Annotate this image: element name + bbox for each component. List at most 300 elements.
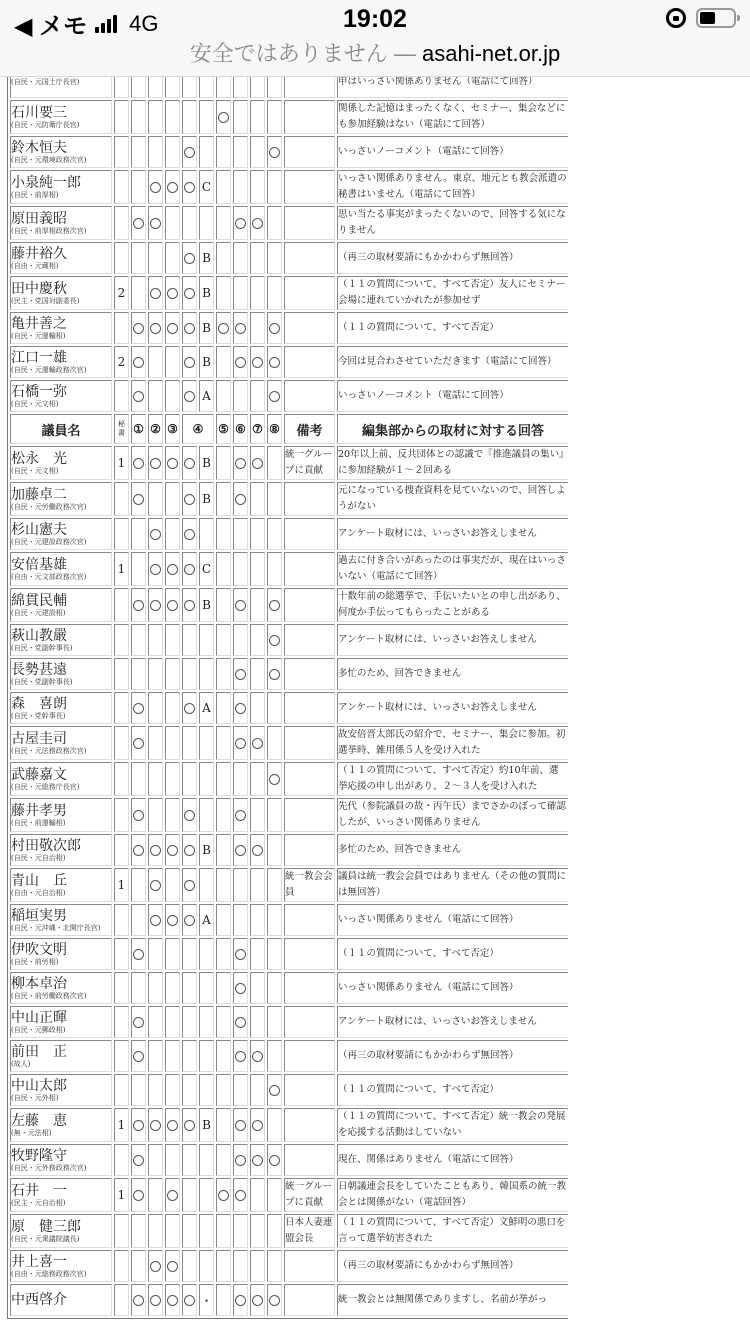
q4-grade-cell: [199, 380, 214, 412]
status-right: [666, 8, 736, 28]
q1-cell: [131, 518, 146, 550]
answer-cell: いっさい関係ありません。東京、地元とも教会派遣の秘書はいません（電話にて回答）: [337, 170, 569, 204]
q1-cell: [131, 868, 146, 902]
q5-cell: [216, 1178, 231, 1212]
member-name: 原 健三郎: [11, 1218, 81, 1235]
circle-mark-icon: [167, 1120, 178, 1131]
member-name: 村田敬次郎: [11, 837, 81, 854]
member-name: 中山正暉: [11, 1009, 67, 1026]
q7-cell: [250, 482, 265, 516]
q3-cell: [165, 834, 180, 866]
q1-cell: [131, 482, 146, 516]
q4-cell: [182, 1250, 197, 1282]
circle-mark-icon: [235, 218, 246, 229]
member-name: 杉山憲夫: [11, 521, 67, 538]
q8-cell: [267, 170, 282, 204]
q1-cell: [131, 380, 146, 412]
grade-letter: ・: [200, 1293, 213, 1308]
remarks-cell: 統一教会会員: [284, 868, 335, 902]
q3-cell: [165, 1144, 180, 1176]
circle-mark-icon: [133, 738, 144, 749]
q4-cell: [182, 206, 197, 240]
q2-cell: [148, 1144, 163, 1176]
q2-cell: [148, 1178, 163, 1212]
q1-cell: [131, 1108, 146, 1142]
q1-cell: [131, 904, 146, 936]
q2-cell: [148, 904, 163, 936]
remarks-cell: 統一グループに貢献: [284, 446, 335, 480]
q2-cell: [148, 658, 163, 690]
member-name: 中西啓介: [11, 1292, 67, 1308]
circle-mark-icon: [167, 1261, 178, 1272]
member-affiliation: (自由・元自治相): [11, 888, 66, 897]
q4-cell: [182, 726, 197, 760]
q3-cell: [165, 100, 180, 134]
member-affiliation: (自民・元運輸政務次官): [11, 365, 87, 374]
secretary-count: [114, 1144, 129, 1176]
q6-cell: [233, 518, 248, 550]
member-affiliation: (自民・元環境政務次官): [11, 155, 87, 164]
table-row: [10, 242, 569, 274]
answer-cell: 多忙のため、回答できません: [337, 658, 569, 690]
table-row: [10, 206, 569, 240]
q7-cell: [250, 868, 265, 902]
member-name: 江口一雄: [11, 349, 67, 366]
q8-cell: [267, 624, 282, 656]
q5-cell: [216, 242, 231, 274]
member-name-cell: [10, 136, 112, 168]
q3-cell: [165, 726, 180, 760]
remarks-cell: [284, 798, 335, 832]
q2-cell: [148, 1006, 163, 1038]
q4-cell: [182, 100, 197, 134]
q4-grade-cell: [199, 904, 214, 936]
q4-grade-cell: [199, 658, 214, 690]
q2-cell: [148, 380, 163, 412]
q1-cell: [131, 658, 146, 690]
circle-mark-icon: [184, 494, 195, 505]
table-row: [10, 1144, 569, 1176]
member-name: 青山 丘: [11, 872, 67, 889]
table-body-top: [10, 77, 569, 412]
q1-cell: [131, 834, 146, 866]
orientation-lock-icon: [666, 8, 686, 28]
table-row: [10, 658, 569, 690]
q2-cell: [148, 726, 163, 760]
header-q3: ③: [165, 414, 180, 444]
member-name: 藤井裕久: [11, 245, 67, 262]
secretary-count: [114, 1040, 129, 1072]
q8-cell: [267, 658, 282, 690]
circle-mark-icon: [269, 1085, 280, 1096]
member-name: 柳本卓治: [11, 975, 67, 992]
circle-mark-icon: [235, 357, 246, 368]
member-affiliation: (自民・元自治相): [11, 853, 66, 862]
q8-cell: [267, 868, 282, 902]
q8-cell: [267, 726, 282, 760]
q5-cell: [216, 624, 231, 656]
member-affiliation: (自民・前労働政務次官): [11, 991, 87, 1000]
member-name-cell: [10, 446, 112, 480]
member-affiliation: (自民・元文相): [11, 466, 59, 475]
member-name: 加藤卓二: [11, 486, 67, 503]
q3-cell: [165, 972, 180, 1004]
remarks-cell: [284, 692, 335, 724]
member-name: 長勢甚遠: [11, 661, 67, 678]
secretary-count: [114, 1284, 129, 1316]
remarks-cell: [284, 1040, 335, 1072]
q4-grade-cell: [199, 552, 214, 586]
table-row: [10, 798, 569, 832]
q3-cell: [165, 170, 180, 204]
circle-mark-icon: [184, 600, 195, 611]
q1-cell: [131, 1178, 146, 1212]
circle-mark-icon: [235, 1017, 246, 1028]
q8-cell: [267, 798, 282, 832]
circle-mark-icon: [167, 845, 178, 856]
header-remarks: 備考: [284, 414, 335, 444]
q4-grade-cell: [199, 1074, 214, 1106]
circle-mark-icon: [184, 391, 195, 402]
q4-grade-cell: [199, 312, 214, 344]
member-affiliation: (無・元法相): [11, 1128, 52, 1137]
q1-cell: [131, 242, 146, 274]
q4-grade-cell: [199, 834, 214, 866]
circle-mark-icon: [133, 949, 144, 960]
q4-grade-cell: [199, 482, 214, 516]
grade-letter: B: [202, 1118, 211, 1132]
q6-cell: [233, 1214, 248, 1248]
table-row: [10, 170, 569, 204]
table-row: [10, 1006, 569, 1038]
answer-cell: いっさいノーコメント（電話にて回答）: [337, 380, 569, 412]
circle-mark-icon: [133, 600, 144, 611]
q3-cell: [165, 588, 180, 622]
q6-cell: [233, 1108, 248, 1142]
circle-mark-icon: [184, 357, 195, 368]
q8-cell: [267, 972, 282, 1004]
circle-mark-icon: [235, 1295, 246, 1306]
q8-cell: [267, 206, 282, 240]
q5-cell: [216, 1006, 231, 1038]
remarks-cell: [284, 552, 335, 586]
member-name: 井上喜一: [11, 1253, 67, 1270]
q7-cell: [250, 1284, 265, 1316]
answer-cell: 今回は見合わさせていただきます（電話にて回答）: [337, 346, 569, 378]
member-name: 古屋圭司: [11, 730, 67, 747]
q2-cell: [148, 1250, 163, 1282]
q3-cell: [165, 380, 180, 412]
remarks-cell: [284, 834, 335, 866]
member-affiliation: (自民・党幹事長): [11, 711, 66, 720]
circle-mark-icon: [167, 1190, 178, 1201]
circle-mark-icon: [150, 845, 161, 856]
header-q1: ①: [131, 414, 146, 444]
secretary-count: [114, 658, 129, 690]
circle-mark-icon: [150, 1261, 161, 1272]
secretary-count: [114, 100, 129, 134]
member-name: 藤井孝男: [11, 802, 67, 819]
member-affiliation: (自民・元郵政相): [11, 1025, 66, 1034]
q5-cell: [216, 482, 231, 516]
q5-cell: [216, 446, 231, 480]
q1-cell: [131, 346, 146, 378]
q2-cell: [148, 692, 163, 724]
q7-cell: [250, 972, 265, 1004]
q4-cell: [182, 1214, 197, 1248]
q1-cell: [131, 446, 146, 480]
q2-cell: [148, 1214, 163, 1248]
q5-cell: [216, 762, 231, 796]
answer-cell: アンケート取材には、いっさいお答えしません: [337, 624, 569, 656]
q4-cell: [182, 1006, 197, 1038]
remarks-cell: [284, 726, 335, 760]
q4-cell: [182, 312, 197, 344]
q4-grade-cell: [199, 588, 214, 622]
q5-cell: [216, 692, 231, 724]
answer-cell: （１１の質問について、すべて否定）友人にセミナー会場に連れていかれたが参加せず: [337, 276, 569, 310]
member-affiliation: (自民・党副幹事長): [11, 677, 73, 686]
grade-letter: B: [202, 251, 211, 265]
remarks-cell: [284, 658, 335, 690]
circle-mark-icon: [269, 323, 280, 334]
remarks-cell: [284, 588, 335, 622]
circle-mark-icon: [150, 880, 161, 891]
member-affiliation: (自由・元文部政務次官): [11, 572, 87, 581]
q7-cell: [250, 904, 265, 936]
q7-cell: [250, 938, 265, 970]
page-margin: [568, 77, 750, 1334]
member-name: 森 喜朗: [11, 695, 67, 712]
q3-cell: [165, 276, 180, 310]
q5-cell: [216, 938, 231, 970]
q6-cell: [233, 346, 248, 378]
q6-cell: [233, 312, 248, 344]
q4-grade-cell: [199, 206, 214, 240]
circle-mark-icon: [184, 915, 195, 926]
table-row: [10, 1040, 569, 1072]
q7-cell: [250, 206, 265, 240]
remarks-cell: [284, 100, 335, 134]
q4-grade-cell: [199, 938, 214, 970]
secretary-count: [114, 938, 129, 970]
q4-grade-cell: [199, 1108, 214, 1142]
q7-cell: [250, 346, 265, 378]
q3-cell: [165, 692, 180, 724]
member-name-cell: [10, 242, 112, 274]
table-row: [10, 692, 569, 724]
secretary-count: [114, 726, 129, 760]
member-affiliation: (自民・元建設政務次官): [11, 537, 87, 546]
member-affiliation: (自民・元建設相): [11, 608, 66, 617]
q8-cell: [267, 1284, 282, 1316]
q2-cell: [148, 972, 163, 1004]
remarks-cell: [284, 346, 335, 378]
network-type: 4G: [129, 10, 159, 36]
secretary-count: [114, 624, 129, 656]
answer-cell: 議員は統一教会会員ではありません（その他の質問には無回答）: [337, 868, 569, 902]
q3-cell: [165, 206, 180, 240]
answer-cell: （再三の取材要請にもかかわらず無回答）: [337, 1040, 569, 1072]
secretary-count: [114, 692, 129, 724]
q3-cell: [165, 346, 180, 378]
secretary-count: [114, 482, 129, 516]
table-row: [10, 762, 569, 796]
q4-cell: [182, 834, 197, 866]
secretary-count: [114, 588, 129, 622]
circle-mark-icon: [269, 774, 280, 785]
member-name-cell: [10, 276, 112, 310]
circle-mark-icon: [235, 983, 246, 994]
legislator-table: [7, 77, 572, 1319]
member-affiliation: (自民・元外相): [11, 1093, 59, 1102]
circle-mark-icon: [269, 669, 280, 680]
table-row-partial: [10, 77, 569, 98]
q3-cell: [165, 938, 180, 970]
q4-cell: [182, 1108, 197, 1142]
table-row: [10, 972, 569, 1004]
header-row: [10, 414, 569, 444]
member-name-cell: [10, 588, 112, 622]
back-to-app-button[interactable]: ◀ メモ: [14, 13, 88, 40]
q7-cell: [250, 136, 265, 168]
q8-cell: [267, 446, 282, 480]
header-name: 議員名: [10, 414, 112, 444]
circle-mark-icon: [133, 1051, 144, 1062]
q6-cell: [233, 1040, 248, 1072]
remarks-cell: [284, 136, 335, 168]
remarks-cell: 統一グループに貢献: [284, 1178, 335, 1212]
member-affiliation: (自民・元総務庁長官): [11, 782, 80, 791]
circle-mark-icon: [150, 1120, 161, 1131]
secretary-count: [114, 1250, 129, 1282]
q5-cell: [216, 346, 231, 378]
table-row: [10, 312, 569, 344]
member-affiliation: (自由・元総務政務次官): [11, 1269, 87, 1278]
q4-cell: [182, 276, 197, 310]
url-bar[interactable]: [0, 40, 750, 77]
q4-grade-cell: [199, 868, 214, 902]
q3-cell: [165, 446, 180, 480]
grade-letter: C: [201, 562, 212, 576]
circle-mark-icon: [269, 147, 280, 158]
answer-cell: 統一教会とは無関係でありますし、名前が挙がっ: [337, 1284, 569, 1316]
q4-cell: [182, 242, 197, 274]
q3-cell: [165, 868, 180, 902]
circle-mark-icon: [184, 703, 195, 714]
circle-mark-icon: [252, 218, 263, 229]
q4-grade-cell: [199, 242, 214, 274]
q4-cell: [182, 170, 197, 204]
member-name: 田中慶秋: [11, 280, 67, 297]
q2-cell: [148, 1108, 163, 1142]
circle-mark-icon: [184, 458, 195, 469]
circle-mark-icon: [167, 182, 178, 193]
q2-cell: [148, 588, 163, 622]
circle-mark-icon: [184, 845, 195, 856]
answer-cell: （１１の質問について、すべて否定）約10年前、選挙応援の申し出があり、２～３人を受け入れた: [337, 762, 569, 796]
circle-mark-icon: [184, 323, 195, 334]
table-row: [10, 726, 569, 760]
member-name: 伊吹文明: [11, 941, 67, 958]
q2-cell: [148, 1040, 163, 1072]
q6-cell: [233, 588, 248, 622]
q1-cell: [131, 588, 146, 622]
member-affiliation: (自民・党副幹事長): [11, 643, 73, 652]
circle-mark-icon: [269, 1155, 280, 1166]
q1-cell: [131, 692, 146, 724]
member-affiliation: (故人): [11, 1059, 31, 1068]
circle-mark-icon: [133, 218, 144, 229]
member-name-cell: [10, 624, 112, 656]
grade-letter: A: [202, 701, 211, 715]
q6-cell: [233, 136, 248, 168]
q2-cell: [148, 834, 163, 866]
remarks-cell: [284, 276, 335, 310]
circle-mark-icon: [184, 253, 195, 264]
q8-cell: [267, 346, 282, 378]
member-name-cell: [10, 834, 112, 866]
q7-cell: [250, 1250, 265, 1282]
q4-cell: [182, 938, 197, 970]
header-q6: ⑥: [233, 414, 248, 444]
circle-mark-icon: [133, 1155, 144, 1166]
secretary-count: [114, 904, 129, 936]
table-row: [10, 100, 569, 134]
q4-grade-cell: [199, 1284, 214, 1316]
member-name: 小泉純一郎: [11, 174, 81, 191]
circle-mark-icon: [235, 810, 246, 821]
member-name-cell: [10, 726, 112, 760]
q2-cell: [148, 624, 163, 656]
q1-cell: [131, 798, 146, 832]
q8-cell: [267, 1040, 282, 1072]
q4-cell: [182, 588, 197, 622]
q4-grade-cell: [199, 762, 214, 796]
q8-cell: [267, 588, 282, 622]
q8-cell: [267, 312, 282, 344]
q3-cell: [165, 1006, 180, 1038]
circle-mark-icon: [133, 1295, 144, 1306]
q4-cell: [182, 1040, 197, 1072]
circle-mark-icon: [167, 915, 178, 926]
q6-cell: [233, 1006, 248, 1038]
answer-cell: いっさいノーコメント（電話にて回答）: [337, 136, 569, 168]
member-name-cell: [10, 1214, 112, 1248]
member-affiliation: (自民・元法務政務次官): [11, 746, 87, 755]
member-name-cell: [10, 798, 112, 832]
member-name: 武藤嘉文: [11, 766, 67, 783]
q8-cell: [267, 518, 282, 550]
q7-cell: [250, 380, 265, 412]
circle-mark-icon: [167, 323, 178, 334]
q4-cell: [182, 1074, 197, 1106]
answer-cell: アンケート取材には、いっさいお答えしません: [337, 518, 569, 550]
table-row: [10, 1214, 569, 1248]
q7-cell: [250, 518, 265, 550]
member-name: 松永 光: [11, 450, 67, 467]
table-row: [10, 938, 569, 970]
q7-cell: [250, 242, 265, 274]
q6-cell: [233, 380, 248, 412]
grade-letter: A: [202, 389, 211, 403]
q5-cell: [216, 1214, 231, 1248]
answer-cell: 20年以上前、反共団体との認識で『推進議員の集い』に参加経験が１～２回ある: [337, 446, 569, 480]
q4-grade-cell: [199, 446, 214, 480]
table-row: [10, 1284, 569, 1316]
q5-cell: [216, 276, 231, 310]
secretary-count: [114, 312, 129, 344]
